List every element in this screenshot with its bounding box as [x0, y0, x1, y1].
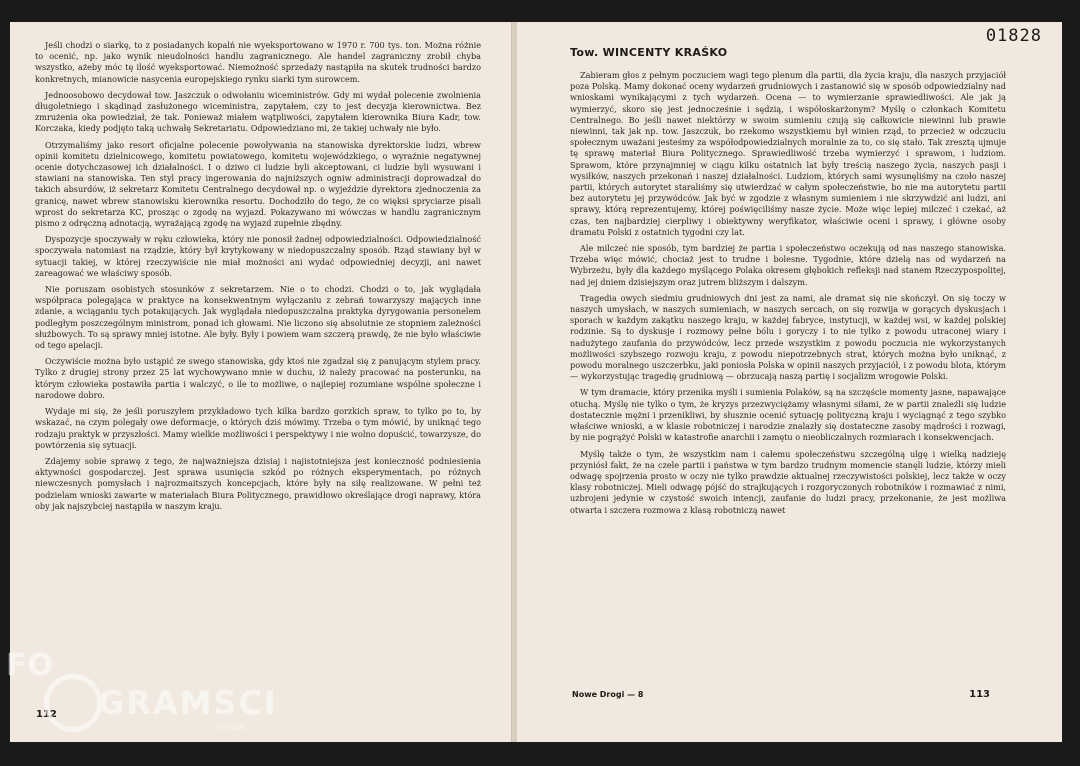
watermark-logo [6, 648, 278, 738]
paragraph: Zdajemy sobie sprawę z tego, że najważniejsza dzisiaj i najistotniejsza jest konieczność podniesienia aktywności gospodarczej. Jest sprawa usunięcia szkód po różnych eksperymentach, po różnych niewczesnych pomysłach i najrozmaitszych koncepcjach, które były na siłę realizowane. W pełni też podzielam wnioski zawarte w materiałach Biura Politycznego, prawidłowo określające drogi naprawy, która oby jak najszybciej nastąpiła w naszym kraju. [35, 455, 481, 511]
paragraph: Ale milczeć nie sposób, tym bardziej że partia i społeczeństwo oczekują od nas naszego stanowiska. Trzeba więc mówić, chociaż jest to trudne i bolesne. Tygodnie, które dzielą nas od wydarzeń na Wybrzeżu, były dla każdego myślącego Polaka okresem głębokich refleksji nad stanem Rzeczypospolitej, nad jej dniem dzisiejszym oraz jutrem bliższym i dalszym. [570, 243, 1006, 287]
watermark-sub-text: onlus [218, 722, 245, 733]
paragraph: Myślę także o tym, że wszystkim nam i całemu społeczeństwu szczególną ulgę i wielką nadzieję przyniósł fakt, że na czele partii i państwa w tym bardzo trudnym momencie stanęli ludzie, którzy mieli odwagę spojrzenia prosto w oczy nie tylko prawdzie aktualnej rzeczywistości polskiej, lecz także w oczy klasy robotniczej. Mieli odwagę pójść do strajkujących i rozgoryczonych robotników i rozmawiać z nimi, uzbrojeni jedynie w czystość swoich intencji, zaufanie do ludzi pracy, przekonanie, że jest możliwa otwarta i szczera rozmowa z klasą robotniczą nawet [570, 448, 1006, 515]
paragraph: Oczywiście można było ustąpić ze swego stanowiska, gdy ktoś nie zgadzał się z panującym stylem pracy. Tylko z drugiej strony przez 25 lat wychowywano mnie w duchu, iż należy pracować na posterunku, na którym człowieka postawiła partia i walczyć, o ile to możliwe, o najlepiej rozumiane wspólne społeczne i narodowe dobro. [35, 356, 481, 400]
paragraph: W tym dramacie, który przenika myśli i sumienia Polaków, są na szczęście momenty jasne, napawające otuchą. Myślę nie tylko o tym, że kryzys przezwyciężamy własnymi siłami, że w partii znaleźli się ludzie dostatecznie mężni i przenikliwi, by słusznie ocenić sytuację polityczną kraju i wyciągnąć z tego szybko właściwe wnioski, a w klasie robotniczej i narodzie znalazły się dostateczne zasoby mądrości i rozwagi, by nie pogrążyć Polski w katastrofie anarchii i zamętu o nieobliczalnych rozmiarach i konsekwencjach. [570, 387, 1006, 443]
paragraph: Dyspozycje spoczywały w ręku człowieka, który nie ponosił żadnej odpowiedzialności. Odpowiedzialność spoczywała natomiast na rządzie, który był krytykowany w niedopuszczalny sposób. Rząd stawiany był w sytuacji takiej, w której rzeczywiście nie miał możności ani wydać odpowiedniej decyzji, ani nawet zareagować we właściwy sposób. [35, 234, 481, 278]
left-page-text [35, 40, 481, 517]
paragraph: Otrzymaliśmy jako resort oficjalne polecenie powoływania na stanowiska dyrektorskie ludzi, wbrew opinii komitetu dzielnicowego, komitetu powiatowego, komitetu wojewódzkiego, o wyraźnie negatywnej ocenie dotychczasowej ich działalności. I o dziwo ci ludzie byli akceptowani, ci ludzie byli wysuwani i stawiani na stanowiska. Ten styl pracy ingerowania do najniższych ogniw administracji doprowadzał do takich absurdów, iż sekretarz Komitetu Centralnego decydował np. o wyjeździe dyrektora zjednoczenia za granicę, nawet wbrew stanowisku kierownika resortu. Dochodziło do tego, że co więksi spryciarze pisali wprost do sekretarza KC, prosząc o zgodę na wyjazd. Pokazywano mi wówczas w handlu zagranicznym pismo z odręczną adnotacją, wyrażającą zgodę na wyjazd zupełnie zbędny. [35, 139, 481, 229]
right-page [517, 22, 1062, 742]
paragraph: Zabieram głos z pełnym poczuciem wagi tego plenum dla partii, dla życia kraju, dla naszych przyjaciół poza Polską. Mamy dokonać oceny wydarzeń grudniowych i zastanowić się w sposób odpowiedzialny nad wnioskami wynikającymi z tych wydarzeń. Ocena — to wymierzanie sprawiedliwości. Ale jak ją wymierzyć, skoro się jest jednocześnie i sędzią, i współoskarżonym? Myślę o członkach Komitetu Centralnego. Bo jeśli nawet niektórzy w swoim sumieniu czują się całkowicie niewinni lub prawie niewinni, tak jak np. tow. Jaszczuk, bo rzekomo wszystkiemu był winien rząd, to przecież w odczuciu społecznym uważani jesteśmy za współodpowiedzialnych moralnie za to, co się stało. Tak zresztą ujmuje tę sprawę materiał Biura Politycznego. Sprawiedliwość trzeba wymierzyć i sprawom, i ludziom. Sprawom, które przynajmniej w ciągu kilku ostatnich lat były treścią naszego życia, naszych pasji i wysiłków, naszych przekonań i naszej działalności. Ludziom, których sami wysunęliśmy na czoło naszej partii, których autorytet staraliśmy się utwierdzać w całym społeczeństwie, bo nie ma autorytetu partii bez autorytetu jej przywódców. Jak być w zgodzie z własnym sumieniem i nie skrzywdzić ani ludzi, ani sprawy, którą reprezentujemy, której poświęciliśmy nasze życie. Może więc lepiej milczeć i czekać, aż czas, ten najbardziej cierpliwy i obiektywny weryfikator, właściwie oceni i sprawy, i główne osoby dramatu Polski z ostatnich tygodni czy lat. [570, 70, 1006, 237]
speaker-title: Tow. WINCENTY KRAŚKO [570, 46, 728, 59]
right-page-text [570, 70, 1006, 521]
watermark-left-text: FO [6, 648, 54, 683]
page-number-left: 112 [36, 709, 57, 720]
page-number-right: 113 [969, 689, 990, 700]
left-page [10, 22, 512, 742]
paragraph: Jednoosobowo decydował tow. Jaszczuk o odwołaniu wiceministrów. Gdy mi wydał polecenie zwolnienia długoletniego i skądinąd zasłużonego wiceministra, zapytałem, czy to jest decyzja kierownictwa. Bez zmrużenia oka powiedział, że tak. Ponieważ miałem wątpliwości, zapytałem kierownika Biura Kadr, tow. Korczaka, kiedy podjęto taką uchwałę Sekretariatu. Odpowiedziano mi, że takiej uchwały nie było. [35, 89, 481, 134]
journal-footer: Nowe Drogi — 8 [572, 690, 644, 699]
watermark-right-text: GRAMSCI [98, 684, 278, 722]
paragraph: Tragedia owych siedmiu grudniowych dni jest za nami, ale dramat się nie skończył. On się toczy w naszych umysłach, w naszych sumieniach, w naszych sercach, on się rozwija w gorących dyskusjach i sporach w każdym zakątku naszego kraju, w każdej fabryce, instytucji, w każdej wsi, w każdej polskiej rodzinie. Są to dyskusje i rozmowy pełne bólu i goryczy i to nie tylko z powodu utraconej wiary i nadużytego zaufania do przywódców, lecz przede wszystkim z powodu poczucia nie wykorzystanych możliwości szybszego rozwoju kraju, z powodu niepotrzebnych strat, których można było uniknąć, z powodu moralnego uszczerbku, jaki poniosła Polska w opinii naszych przyjaciół, i z powodu blota, którym — wykorzystując tragedię grudniową — obrzucają naszą partię i socjalizm wrogowie Polski. [570, 292, 1006, 382]
document-number: 01828 [985, 26, 1042, 46]
paragraph: Jeśli chodzi o siarkę, to z posiadanych kopalń nie wyeksportowano w 1970 r. 700 tys. ton. Można różnie to ocenić, np. jako wynik nieudolności handlu zagranicznego. Ale handel zagraniczny zrobił chyba wszystko, ażeby móc tę ilość wyeksportować. Niemożność sprzedaży nastąpiła na skutek trudności bardzo konkretnych, mianowicie nasycenia europejskiego rynku siarki tym surowcem. [35, 40, 481, 84]
book-spread [10, 22, 1062, 742]
paragraph: Wydaje mi się, że jeśli poruszyłem przykładowo tych kilka bardzo gorzkich spraw, to tylko po to, by wskazać, na czym polegały owe deformacje, o których dziś mówimy. Trzeba o tym mówić, by uniknąć tego rodzaju praktyk w przyszłości. Mamy wielkie możliwości i perspektywy i nie wolno dopuścić, towarzysze, do powtórzenia się sytuacji. [35, 406, 481, 450]
paragraph: Nie poruszam osobistych stosunków z sekretarzem. Nie o to chodzi. Chodzi o to, jak wyglądała współpraca polegająca w praktyce na konsekwentnym wyłączaniu z zebrań towarzyszy mających inne zdanie, a wciąganiu tych potakujących. Jak wyglądała niedopuszczalna praktyka dyrygowania personelem podległym poszczególnym ministrom, ponad ich głowami. Nie liczono się absolutnie ze stopniem zależności służbowych. To są sprawy mniej istotne. Ale były. Były i powiem wam szczerą prawdę, że nie było właściwie od tego apelacji. [35, 284, 481, 351]
